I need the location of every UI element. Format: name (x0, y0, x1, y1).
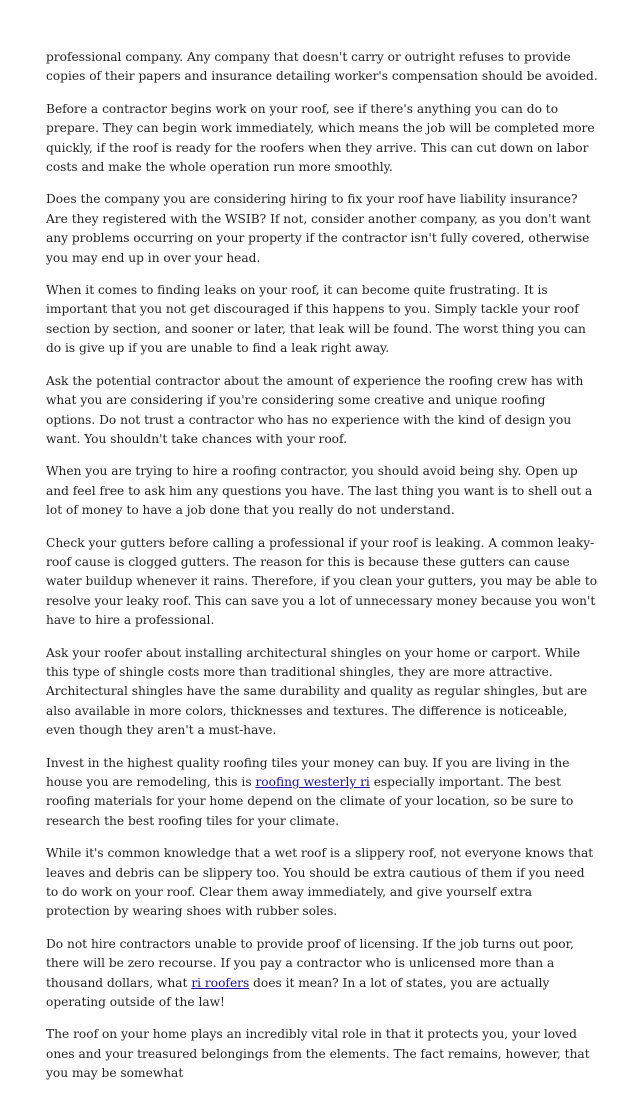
paragraph (46, 281, 598, 359)
inline-link[interactable]: ri roofers (191, 975, 250, 990)
paragraph-text: professional company. Any company that doesn't carry or outright refuses to provide copies of their papers and insurance detailing worker's compensation should be avoided. (46, 50, 598, 84)
paragraph (46, 372, 598, 450)
paragraph-text: The roof on your home plays an incredibly vital role in that it protects you, your loved ones and your treasured belongings from the elements. The fact remains, however, that you may be somewhat (46, 1027, 590, 1081)
paragraph-text: does it mean? In a lot of states, you are actually operating outside of the law! (46, 975, 550, 1010)
paragraph (46, 644, 598, 741)
paragraph (46, 754, 598, 832)
paragraph-text: Check your gutters before calling a professional if your roof is leaking. A common leaky-roof cause is clogged gutters. The reason for this is because these gutters can cause water buildup whenever it rains. Therefore, if you clean your gutters, you may be able to resolve your leaky roof. This can save you a lot of unnecessary money because you won't have to hire a professional. (46, 535, 598, 628)
inline-link[interactable]: roofing westerly ri (255, 775, 370, 789)
paragraph-text: Does the company you are considering hiring to fix your roof have liability insurance? Are they registered with the WSIB? If not, consider another company, as you don't want any problems occurring on your property if the contractor isn't fully covered, otherwise you may end up in over your head. (46, 192, 591, 265)
paragraph-text: Ask your roofer about installing architectural shingles on your home or carport. While this type of shingle costs more than traditional shingles, they are more attractive. Architectural shingles have the same durability and quality as regular shingles, but are also available in more colors, thicknesses and textures. The difference is noticeable, even though they aren't a must-have. (46, 645, 588, 738)
paragraph-text: Before a contractor begins work on your roof, see if there's anything you can do to prepare. They can begin work immediately, which means the job will be completed more quickly, if the roof is ready for the roofers when they arrive. This can cut down on labor costs and make the whole operation run more smoothly. (46, 101, 595, 175)
paragraph-text: Do not hire contractors unable to provide proof of licensing. If the job turns out poor, there will be zero recourse. If you pay a contractor who is unlicensed more than a thousand dollars, what (46, 936, 574, 990)
paragraph (46, 844, 598, 922)
paragraph (46, 100, 598, 178)
paragraph (46, 534, 598, 631)
paragraph (46, 48, 598, 87)
paragraph (46, 935, 598, 1013)
paragraph-text: When you are trying to hire a roofing contractor, you should avoid being shy. Open up and feel free to ask him any questions you have. The last thing you want is to shell out a lot of money to have a job done that you really do not understand. (46, 464, 593, 518)
document-body (46, 48, 598, 1097)
paragraph (46, 462, 598, 520)
paragraph-text: When it comes to finding leaks on your roof, it can become quite frustrating. It is important that you not get discouraged if this happens to you. Simply tackle your roof section by section, and sooner or later, that leak will be found. The worst thing you can do is give up if you are unable to find a leak right away. (46, 283, 586, 356)
paragraph-text: Ask the potential contractor about the amount of experience the roofing crew has with what you are considering if you're considering some creative and unique roofing options. Do not trust a contractor who has no experience with the kind of design you want. You shouldn't take chances with your roof. (46, 373, 584, 446)
paragraph-text: especially important. The best roofing materials for your home depend on the climate of your location, so be sure to research the best roofing tiles for your climate. (46, 775, 574, 828)
paragraph-text: While it's common knowledge that a wet roof is a slippery roof, not everyone knows that leaves and debris can be slippery too. You should be extra cautious of them if you need to do work on your roof. Clear them away immediately, and give yourself extra protection by wearing shoes with rubber soles. (46, 846, 594, 919)
paragraph-text: Invest in the highest quality roofing tiles your money can buy. If you are living in the house you are remodeling, this is (46, 755, 570, 789)
paragraph (46, 190, 598, 268)
paragraph (46, 1025, 598, 1083)
